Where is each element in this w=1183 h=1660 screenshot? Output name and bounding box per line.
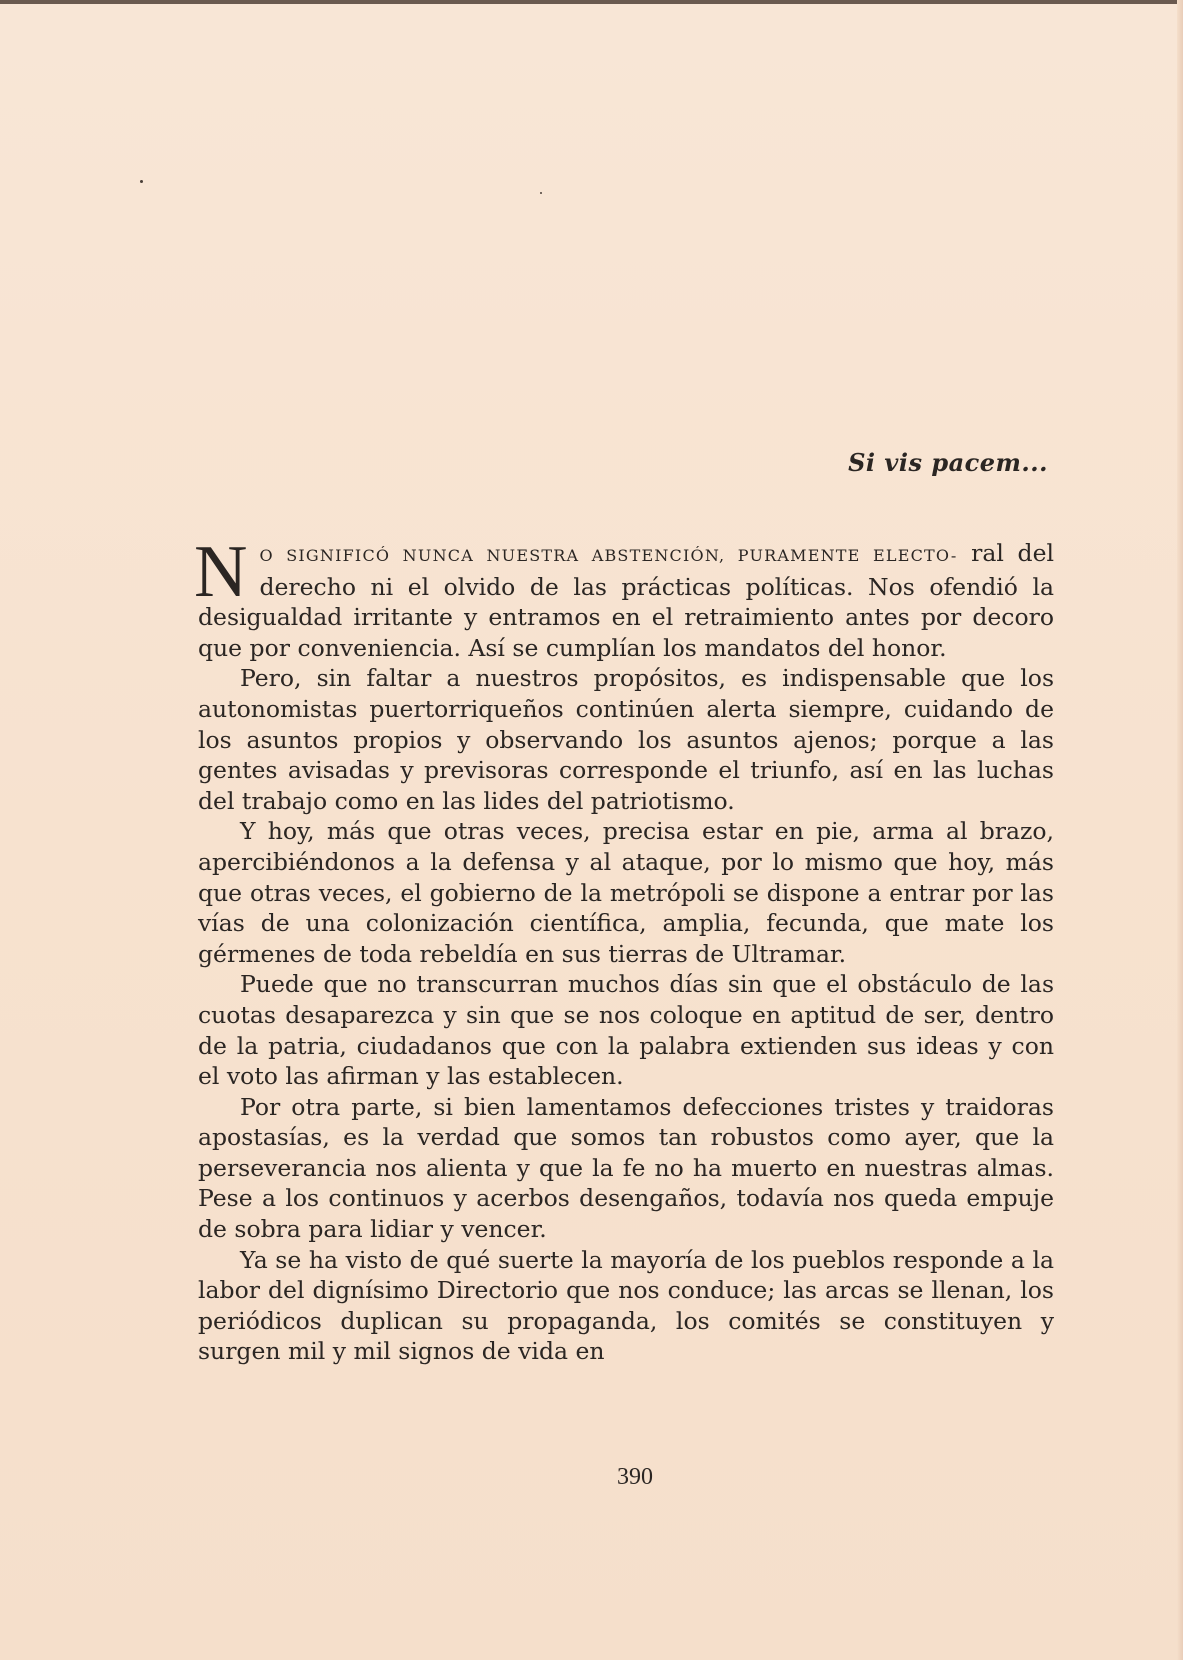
page-number: 390	[617, 1464, 653, 1490]
article-title: Si vis pacem...	[848, 448, 1048, 477]
paragraph-3: Y hoy, más que otras veces, precisa estar en pie, arma al brazo, apercibiéndonos a la defensa y al ataque, por lo mismo que hoy, más que otras veces, el gobierno de la metrópoli se dispone a entrar por las vías de una colonización científica, amplia, fecunda, que mate los gérmenes de toda rebeldía en sus tierras de Ultramar.	[198, 817, 1054, 968]
paragraph-1	[194, 531, 1054, 663]
page-right-edge	[1177, 0, 1183, 1660]
paragraph-text: ral del derecho ni el olvido de las prácticas políticas. Nos ofendió la desigualdad irritante y entramos en el retraimiento antes por decoro que por conveniencia. Así se cumplían los mandatos del honor.	[198, 539, 1054, 662]
ink-speck	[140, 180, 143, 183]
page-top-edge	[0, 0, 1183, 4]
paragraph-2: Pero, sin faltar a nuestros propósitos, es indispensable que los autonomistas puertorriqueños continúen alerta siempre, cuidando de los asuntos propios y observando los asuntos ajenos; porque a las gentes avisadas y previsoras corresponde el triunfo, así en las luchas del trabajo como en las lides del patriotismo.	[198, 664, 1054, 815]
first-line-smallcaps: O SIGNIFICÓ NUNCA NUESTRA ABSTENCIÓN, PURAMENTE ELECTO-	[259, 546, 958, 565]
ink-speck	[540, 192, 542, 194]
drop-cap: N	[194, 531, 248, 613]
paragraph-6: Ya se ha visto de qué suerte la mayoría de los pueblos responde a la labor del dignísimo Directorio que nos conduce; las arcas se llenan, los periódicos duplican su propaganda, los comités se constituyen y surgen mil y mil signos de vida en	[198, 1245, 1054, 1366]
paragraph-5: Por otra parte, si bien lamentamos defecciones tristes y traidoras apostasías, es la verdad que somos tan robustos como ayer, que la perseverancia nos alienta y que la fe no ha muerto en nuestras almas. Pese a los continuos y acerbos desengaños, todavía nos queda empuje de sobra para lidiar y vencer.	[198, 1092, 1054, 1244]
paragraph-4: Puede que no transcurran muchos días sin que el obstáculo de las cuotas desaparezca y sin que se nos coloque en aptitud de ser, dentro de la patria, ciudadanos que con la palabra extienden sus ideas y con el voto las afirman y las establecen.	[198, 970, 1054, 1091]
article-body	[194, 531, 1054, 1367]
